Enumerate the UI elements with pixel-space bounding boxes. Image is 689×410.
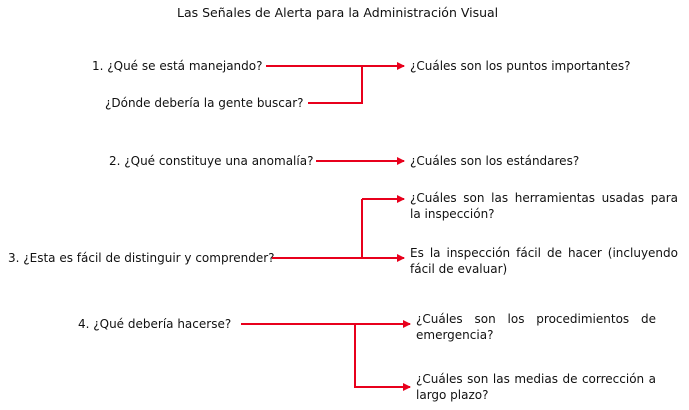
answer-1: ¿Cuáles son los puntos importantes? (410, 59, 631, 73)
diagram-title: Las Señales de Alerta para la Administración Visual (177, 5, 499, 20)
question-1: 1. ¿Qué se está manejando? (92, 59, 263, 73)
answer-4b: ¿Cuáles son las medias de corrección a largo plazo? (416, 372, 656, 402)
question-4: 4. ¿Qué debería hacerse? (78, 317, 232, 331)
question-2: 2. ¿Qué constituye una anomalía? (109, 154, 314, 168)
connector-1-branch (308, 66, 362, 103)
connector-4-branch (355, 324, 410, 387)
answer-4a: ¿Cuáles son los procedimientos de emergencia? (416, 312, 656, 342)
answer-3b: Es la inspección fácil de hacer (incluyendo fácil de evaluar) (410, 246, 678, 276)
question-1-sub: ¿Dónde debería la gente buscar? (105, 96, 304, 110)
answer-2: ¿Cuáles son los estándares? (410, 154, 580, 168)
answer-3a: ¿Cuáles son las herramientas usadas para la inspección? (410, 191, 678, 221)
question-3: 3. ¿Esta es fácil de distinguir y comprender? (8, 251, 275, 265)
